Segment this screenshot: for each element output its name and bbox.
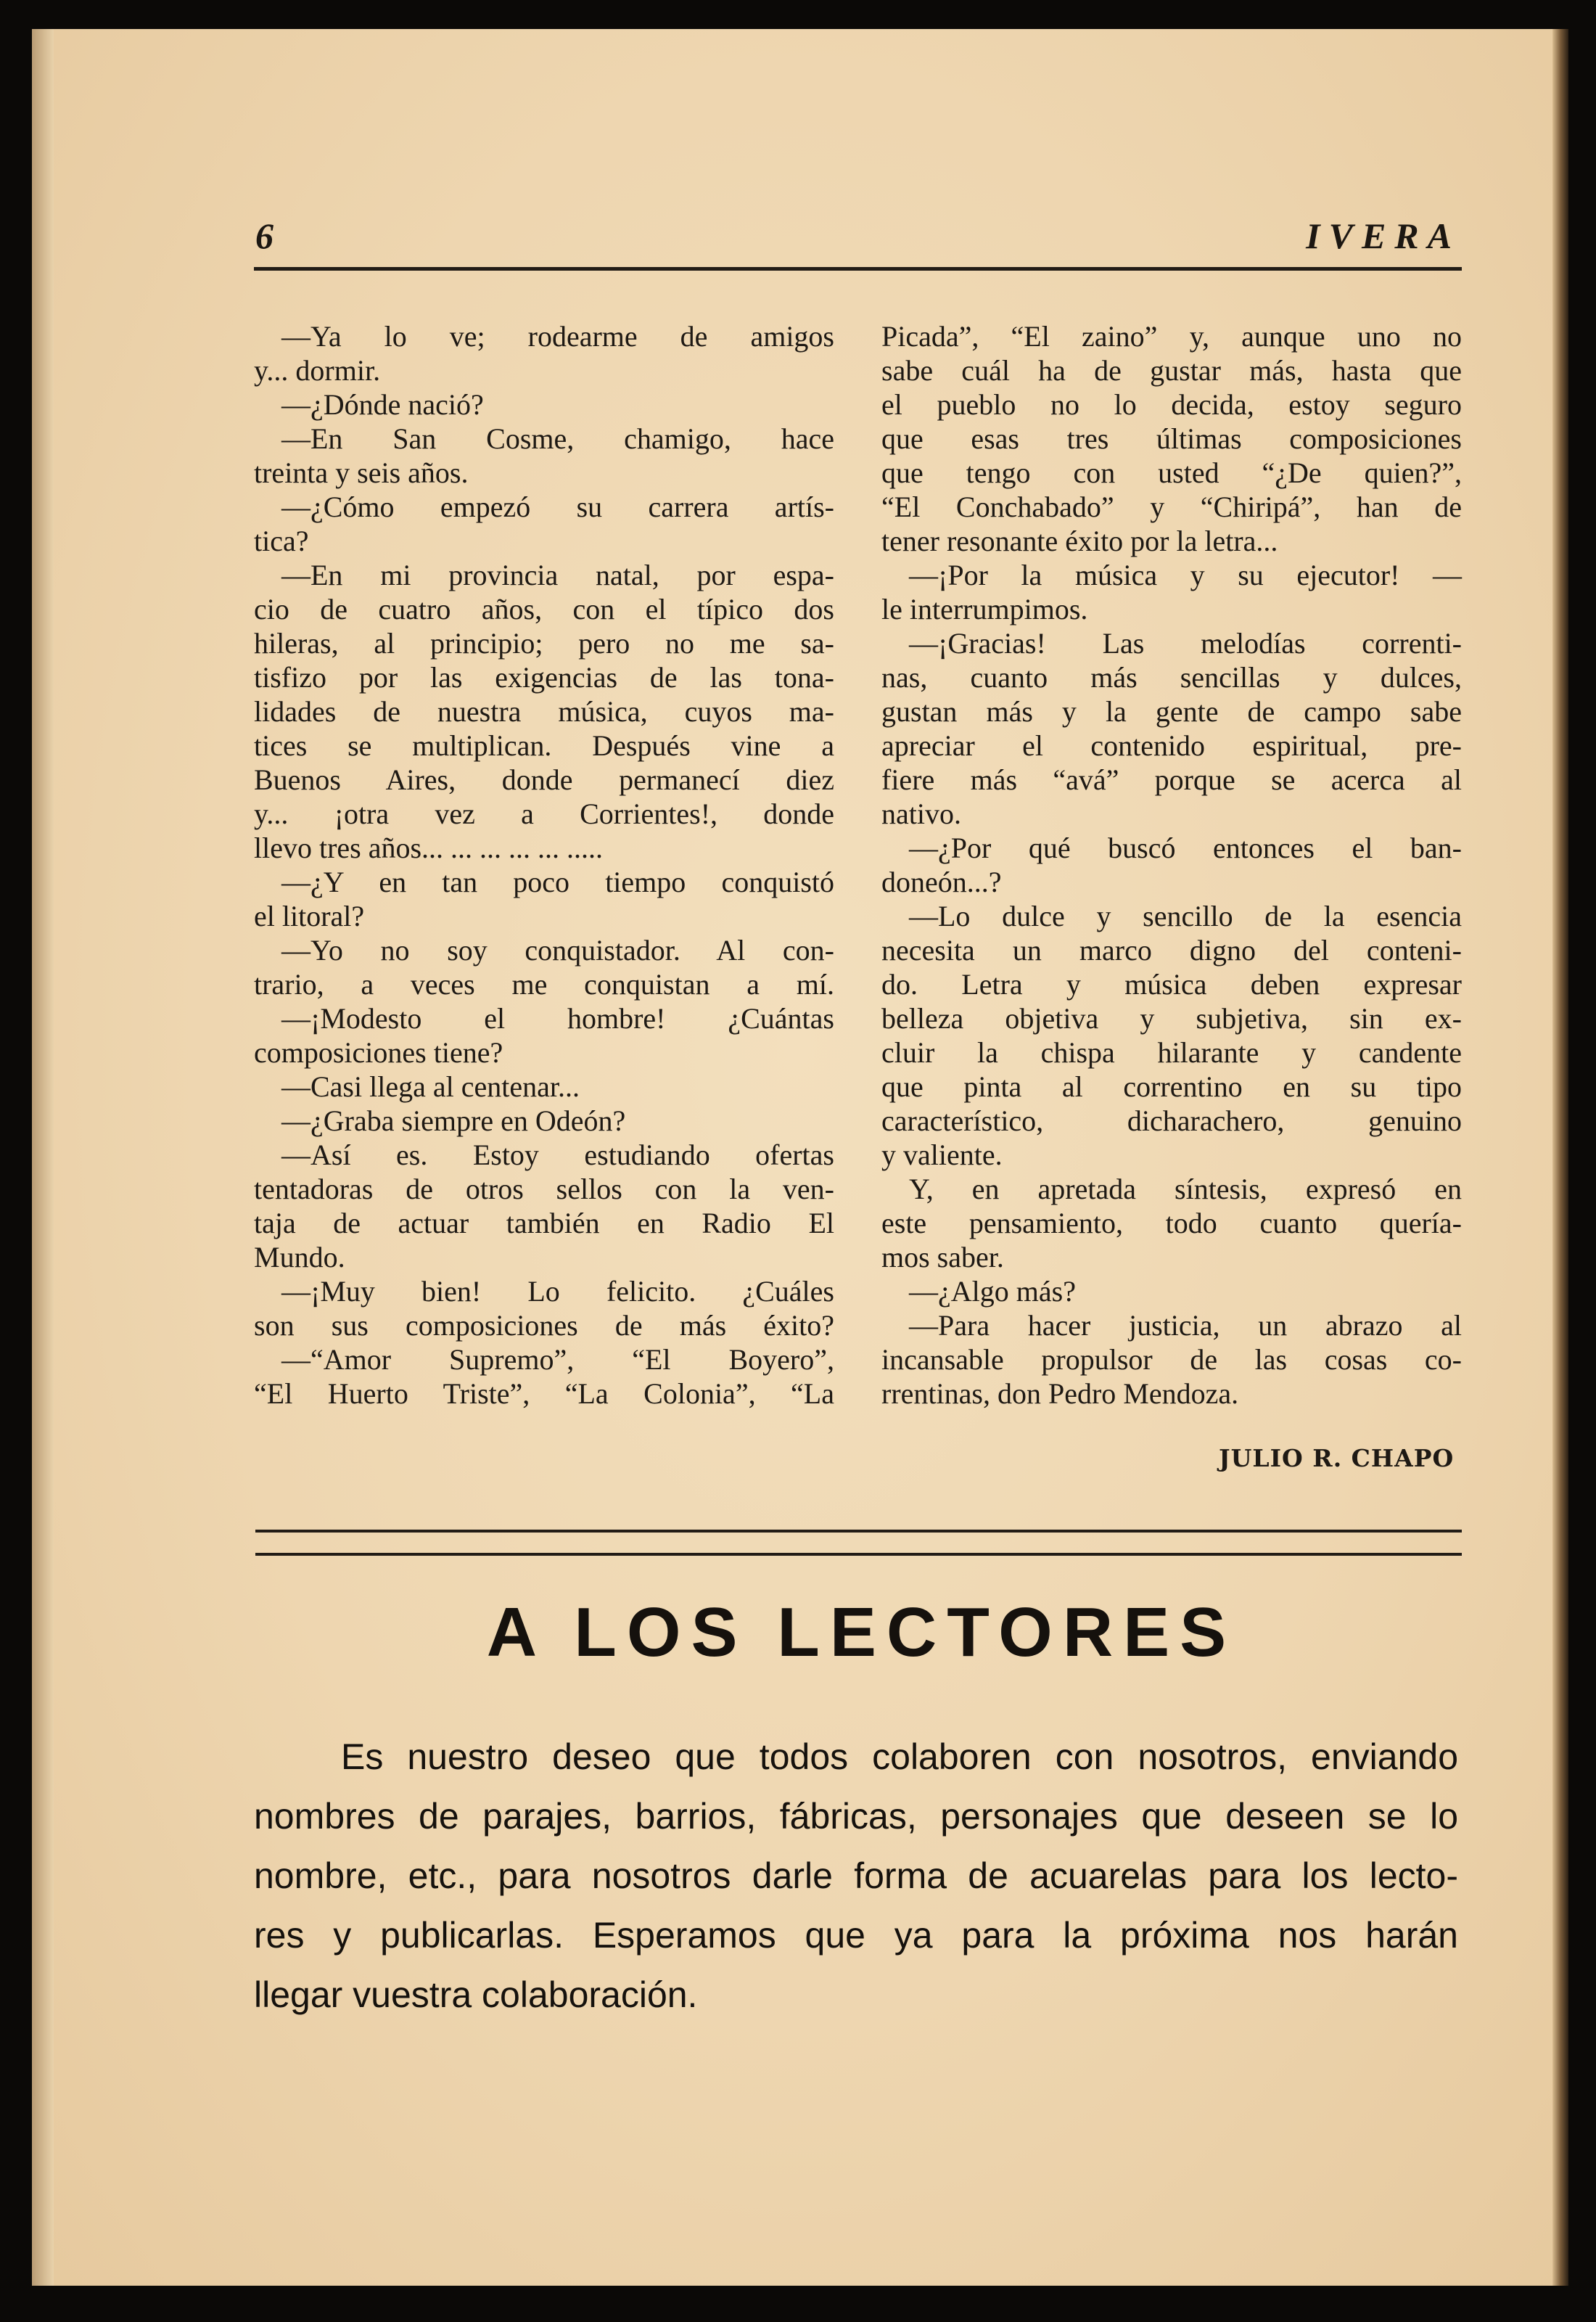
text-line: necesita un marco digno del conteni-: [881, 934, 1462, 967]
text-line: cluir la chispa hilarante y candente: [881, 1036, 1462, 1069]
text-line: y... ¡otra vez a Corrientes!, donde: [254, 797, 834, 830]
text-line: tica?: [254, 525, 309, 557]
text-line: que tengo con usted “¿De quien?”,: [881, 456, 1462, 489]
notice-line: res y publicarlas. Esperamos que ya para la próxima nos harán: [254, 1915, 1458, 1956]
text-line: hileras, al principio; pero no me sa-: [254, 627, 834, 660]
section-rule-top: [255, 1530, 1462, 1533]
text-line: —Así es. Estoy estudiando ofertas: [281, 1139, 834, 1171]
text-line: cio de cuatro años, con el típico dos: [254, 593, 834, 625]
text-line: rrentinas, don Pedro Mendoza.: [881, 1377, 1239, 1410]
text-line: —“Amor Supremo”, “El Boyero”,: [281, 1343, 834, 1376]
text-line: lidades de nuestra música, cuyos ma-: [254, 695, 834, 728]
author-signature: JULIO R. CHAPO: [1219, 1444, 1455, 1472]
page-edge-left: [32, 29, 54, 2286]
text-line: nas, cuanto más sencillas y dulces,: [881, 661, 1462, 694]
text-line: treinta y seis años.: [254, 456, 469, 489]
text-line: belleza objetiva y subjetiva, sin ex-: [881, 1002, 1462, 1035]
text-line: —Yo no soy conquistador. Al con-: [281, 934, 834, 967]
text-line: tentadoras de otros sellos con la ven-: [254, 1173, 834, 1205]
notice-title: A LOS LECTORES: [486, 1593, 1237, 1671]
text-line: tisfizo por las exigencias de las tona-: [254, 661, 834, 694]
text-line: —¡Gracias! Las melodías correnti-: [909, 627, 1462, 660]
text-line: composiciones tiene?: [254, 1036, 503, 1069]
text-line: taja de actuar también en Radio El: [254, 1207, 834, 1239]
text-line: —Lo dulce y sencillo de la esencia: [909, 900, 1462, 932]
text-line: —¿Dónde nació?: [281, 388, 484, 421]
notice-body: [254, 1727, 1458, 2024]
notice-line: nombre, etc., para nosotros darle forma de acuarelas para los lecto-: [254, 1855, 1458, 1896]
page-edge-right: [1552, 29, 1568, 2286]
text-line: sabe cuál ha de gustar más, hasta que: [881, 354, 1462, 387]
text-line: —Para hacer justicia, un abrazo al: [909, 1309, 1462, 1342]
text-line: “El Conchabado” y “Chiripá”, han de: [881, 491, 1462, 523]
text-line: el pueblo no lo decida, estoy seguro: [881, 388, 1462, 421]
text-line: este pensamiento, todo cuanto quería-: [881, 1207, 1462, 1239]
notice-line: nombres de parajes, barrios, fábricas, personajes que deseen se lo: [254, 1796, 1458, 1837]
text-line: gustan más y la gente de campo sabe: [881, 695, 1462, 728]
notice-line: Es nuestro deseo que todos colaboren con nosotros, enviando: [341, 1736, 1458, 1777]
text-line: —En mi provincia natal, por espa-: [281, 559, 834, 591]
text-line: —¡Modesto el hombre! ¿Cuántas: [281, 1002, 834, 1035]
article-left-column: [254, 319, 834, 1411]
page-number: 6: [255, 216, 273, 256]
text-line: —¡Por la música y su ejecutor! —: [909, 559, 1462, 591]
text-line: —¿Algo más?: [909, 1275, 1076, 1308]
text-line: nativo.: [881, 797, 961, 830]
text-line: —¿Por qué buscó entonces el ban-: [909, 832, 1462, 864]
text-line: le interrumpimos.: [881, 593, 1088, 625]
text-line: apreciar el contenido espiritual, pre-: [881, 729, 1462, 762]
text-line: —Ya lo ve; rodearme de amigos: [281, 320, 834, 353]
text-line: —¡Muy bien! Lo felicito. ¿Cuáles: [281, 1275, 834, 1308]
text-line: trario, a veces me conquistan a mí.: [254, 968, 834, 1001]
text-line: Mundo.: [254, 1241, 345, 1273]
text-line: característico, dicharachero, genuino: [881, 1104, 1462, 1137]
text-line: Buenos Aires, donde permanecí diez: [254, 763, 834, 796]
text-line: “El Huerto Triste”, “La Colonia”, “La: [254, 1377, 834, 1410]
notice-line: llegar vuestra colaboración.: [254, 1974, 698, 2015]
text-line: incansable propulsor de las cosas co-: [881, 1343, 1462, 1376]
text-line: Picada”, “El zaino” y, aunque uno no: [881, 320, 1462, 353]
text-line: que pinta al correntino en su tipo: [881, 1070, 1462, 1103]
text-line: que esas tres últimas composiciones: [881, 422, 1462, 455]
text-line: y valiente.: [881, 1139, 1003, 1171]
text-line: Y, en apretada síntesis, expresó en: [909, 1173, 1462, 1205]
text-line: llevo tres años... ... ... ... ... .....: [254, 832, 604, 864]
text-line: —¿Cómo empezó su carrera artís-: [281, 491, 834, 523]
text-line: doneón...?: [881, 866, 1002, 898]
text-line: —En San Cosme, chamigo, hace: [281, 422, 834, 455]
text-line: el litoral?: [254, 900, 365, 932]
text-line: tices se multiplican. Después vine a: [254, 729, 834, 762]
text-line: fiere más “avá” porque se acerca al: [881, 763, 1462, 796]
text-line: —¿Graba siempre en Odeón?: [281, 1104, 626, 1137]
text-line: mos saber.: [881, 1241, 1004, 1273]
text-line: do. Letra y música deben expresar: [881, 968, 1462, 1001]
article-right-column: [881, 319, 1462, 1411]
text-line: —¿Y en tan poco tiempo conquistó: [281, 866, 834, 898]
text-line: —Casi llega al centenar...: [281, 1070, 580, 1103]
magazine-title: IVERA: [1306, 216, 1460, 256]
header-rule: [254, 267, 1462, 271]
section-rule-bottom: [255, 1553, 1462, 1556]
text-line: son sus composiciones de más éxito?: [254, 1309, 834, 1342]
text-line: tener resonante éxito por la letra...: [881, 525, 1278, 557]
text-line: y... dormir.: [254, 354, 381, 387]
